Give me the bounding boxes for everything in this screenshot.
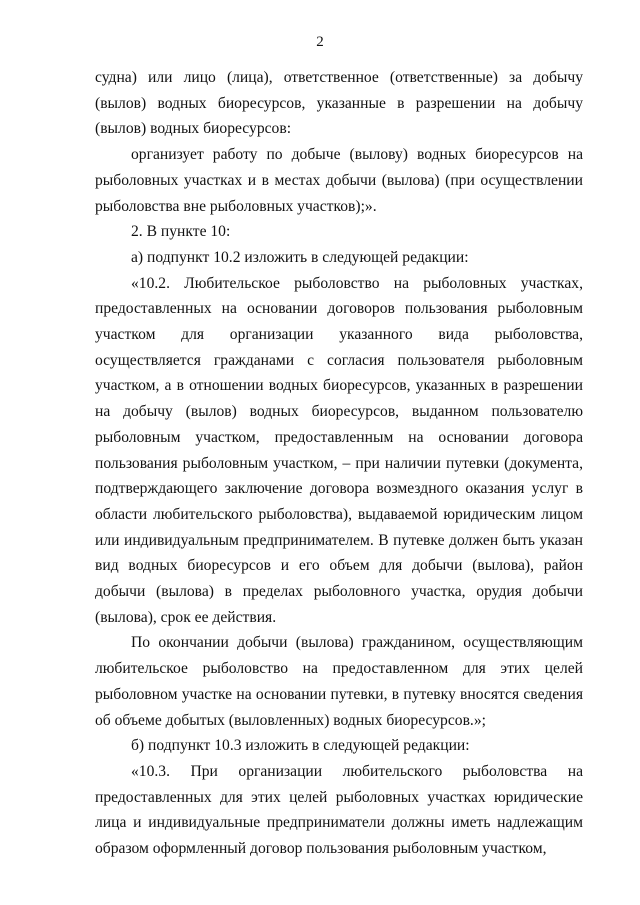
paragraph-3: 2. В пункте 10: <box>131 223 231 241</box>
paragraph-1: судна) или лицо (лица), ответственное (ответственные) за добычу (вылов) водных биоресурсов, указанные в разрешении на добычу (вылов) водных биоресурсов: <box>95 69 583 138</box>
paragraph-7: б) подпункт 10.3 изложить в следующей редакции: <box>131 737 470 755</box>
page-number: 2 <box>316 34 324 50</box>
paragraph-5: «10.2. Любительское рыболовство на рыболовных участках, предоставленных на основании договоров пользования рыболовным участком для организации указанного вида рыболовства, осуществляется гражданами с согласия пользователя рыболовным участком, а в отношении водных биоресурсов, указанных в разрешении на добычу (вылов) водных биоресурсов, выданном пользователю рыболовным участком, предоставленным на основании договора пользования рыболовным участком, – при наличии путевки (документа, подтверждающего заключение договора возмездного оказания услуг в области любительского рыболовства), выдаваемой юридическим лицом или индивидуальным предпринимателем. В путевке должен быть указан вид водных биоресурсов и его объем для добычи (вылова), район добычи (вылова) в пределах рыболовного участка, орудия добычи (вылова), срок ее действия. <box>95 274 583 626</box>
paragraph-4: а) подпункт 10.2 изложить в следующей редакции: <box>131 248 469 266</box>
document-body <box>95 65 583 862</box>
paragraph-8: «10.3. При организации любительского рыболовства на предоставленных для этих целей рыболовных участках юридические лица и индивидуальные предприниматели должны иметь надлежащим образом оформленный договор пользования рыболовным участком, <box>95 762 583 858</box>
paragraph-2: организует работу по добыче (вылову) водных биоресурсов на рыболовных участках и в местах добычи (вылова) (при осуществлении рыболовства вне рыболовных участков);». <box>95 146 583 215</box>
paragraph-6: По окончании добычи (вылова) гражданином, осуществляющим любительское рыболовство на предоставленном для этих целей рыболовном участке на основании путевки, в путевку вносятся сведения об объеме добытых (выловленных) водных биоресурсов.»; <box>95 634 583 729</box>
